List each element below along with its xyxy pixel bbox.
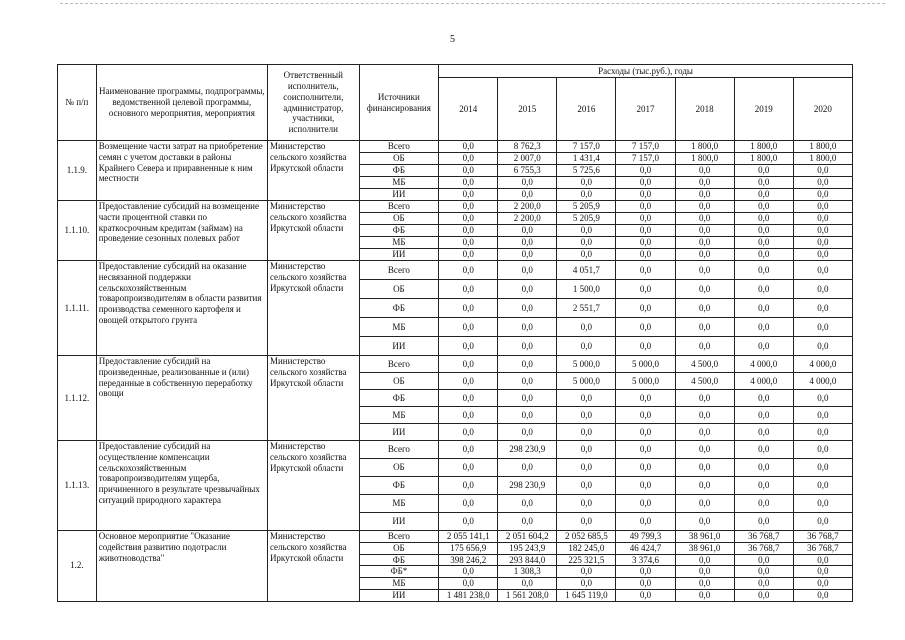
item-number: 1.1.9. xyxy=(58,141,97,201)
funding-source: ИИ xyxy=(359,513,438,531)
expense-value: 0,0 xyxy=(793,407,852,424)
expense-value: 298 230,9 xyxy=(498,441,557,459)
expense-value: 0,0 xyxy=(675,337,734,356)
expense-value: 0,0 xyxy=(675,441,734,459)
expense-value: 2 200,0 xyxy=(498,213,557,225)
expense-value: 2 200,0 xyxy=(498,201,557,213)
expense-value: 0,0 xyxy=(734,495,793,513)
expense-value: 0,0 xyxy=(498,237,557,249)
expense-value: 293 844,0 xyxy=(498,554,557,566)
expense-value: 0,0 xyxy=(439,441,498,459)
expense-value: 0,0 xyxy=(793,566,852,578)
expense-value: 0,0 xyxy=(439,373,498,390)
expense-value: 0,0 xyxy=(616,390,675,407)
expense-value: 0,0 xyxy=(793,318,852,337)
expense-value: 0,0 xyxy=(498,318,557,337)
expense-value: 0,0 xyxy=(616,566,675,578)
header-year: 2015 xyxy=(498,78,557,141)
expense-value: 36 768,7 xyxy=(734,542,793,554)
expense-value: 0,0 xyxy=(439,318,498,337)
header-year: 2020 xyxy=(793,78,852,141)
expense-value: 6 755,3 xyxy=(498,165,557,177)
funding-source: Всего xyxy=(359,441,438,459)
expense-value: 0,0 xyxy=(675,495,734,513)
funding-source: ОБ xyxy=(359,373,438,390)
expense-value: 0,0 xyxy=(675,261,734,280)
expense-value: 0,0 xyxy=(734,337,793,356)
expense-value: 0,0 xyxy=(616,318,675,337)
expense-value: 0,0 xyxy=(793,441,852,459)
expense-value: 0,0 xyxy=(793,299,852,318)
funding-source: ФБ xyxy=(359,165,438,177)
header-year: 2014 xyxy=(439,78,498,141)
header-source: Источники финансирования xyxy=(359,65,438,141)
funding-source: Всего xyxy=(359,141,438,153)
expense-value: 0,0 xyxy=(498,390,557,407)
expense-value: 0,0 xyxy=(439,237,498,249)
expense-value: 0,0 xyxy=(616,261,675,280)
item-executor: Министерство сельского хозяйства Иркутской области xyxy=(267,141,359,201)
expense-value: 182 245,0 xyxy=(557,542,616,554)
funding-source: ИИ xyxy=(359,337,438,356)
table-row xyxy=(58,441,853,459)
funding-source: ИИ xyxy=(359,589,438,601)
expense-value: 0,0 xyxy=(734,299,793,318)
expense-value: 0,0 xyxy=(439,177,498,189)
expense-value: 0,0 xyxy=(734,589,793,601)
expense-value: 0,0 xyxy=(616,441,675,459)
expense-value: 4 500,0 xyxy=(675,356,734,373)
expense-value: 0,0 xyxy=(734,566,793,578)
expense-value: 0,0 xyxy=(616,513,675,531)
expense-value: 0,0 xyxy=(557,578,616,590)
item-name: Основное мероприятие "Оказание содействия развитию подотрасли животноводства" xyxy=(96,531,267,602)
expense-value: 0,0 xyxy=(439,477,498,495)
table-row xyxy=(58,261,853,280)
expense-value: 0,0 xyxy=(734,201,793,213)
expense-value: 0,0 xyxy=(557,441,616,459)
expense-value: 0,0 xyxy=(734,578,793,590)
table-row xyxy=(58,201,853,213)
expense-value: 0,0 xyxy=(439,213,498,225)
expense-value: 0,0 xyxy=(439,249,498,261)
expense-value: 4 000,0 xyxy=(793,356,852,373)
item-executor: Министерство сельского хозяйства Иркутской области xyxy=(267,261,359,356)
expense-value: 0,0 xyxy=(793,513,852,531)
expense-value: 0,0 xyxy=(734,237,793,249)
expense-value: 0,0 xyxy=(439,513,498,531)
funding-source: МБ xyxy=(359,318,438,337)
expense-value: 0,0 xyxy=(439,390,498,407)
expense-value: 1 800,0 xyxy=(675,141,734,153)
expense-value: 195 243,9 xyxy=(498,542,557,554)
expense-value: 0,0 xyxy=(557,566,616,578)
funding-source: ОБ xyxy=(359,280,438,299)
funding-source: Всего xyxy=(359,261,438,280)
expense-value: 49 799,3 xyxy=(616,531,675,543)
item-name: Предоставление субсидий на оказание несвязанной поддержки сельскохозяйственным товаропроизводителям в области развития производства семенного картофеля и овощей открытого грунта xyxy=(96,261,267,356)
expense-value: 0,0 xyxy=(439,407,498,424)
funding-source: ФБ xyxy=(359,225,438,237)
expense-value: 0,0 xyxy=(734,189,793,201)
expense-value: 298 230,9 xyxy=(498,477,557,495)
expense-value: 0,0 xyxy=(439,165,498,177)
expense-value: 0,0 xyxy=(734,177,793,189)
expense-value: 0,0 xyxy=(734,280,793,299)
expense-value: 0,0 xyxy=(439,356,498,373)
expense-value: 0,0 xyxy=(734,513,793,531)
expense-value: 0,0 xyxy=(557,318,616,337)
item-name: Предоставление субсидий на осуществление компенсации сельскохозяйственным товаропроизводителям ущерба, причиненного в результате чрезвычайных ситуаций природного характера xyxy=(96,441,267,531)
expense-value: 0,0 xyxy=(557,177,616,189)
scan-top-line xyxy=(60,3,885,4)
expense-value: 0,0 xyxy=(498,459,557,477)
funding-source: ИИ xyxy=(359,424,438,441)
expense-value: 0,0 xyxy=(793,589,852,601)
funding-source: ФБ xyxy=(359,390,438,407)
funding-source: МБ xyxy=(359,495,438,513)
expense-value: 1 800,0 xyxy=(734,153,793,165)
expense-value: 0,0 xyxy=(793,477,852,495)
expense-value: 0,0 xyxy=(734,225,793,237)
expense-value: 0,0 xyxy=(734,390,793,407)
expense-value: 0,0 xyxy=(734,459,793,477)
expense-value: 0,0 xyxy=(734,249,793,261)
expense-value: 0,0 xyxy=(557,249,616,261)
expense-value: 38 961,0 xyxy=(675,531,734,543)
expense-value: 5 205,9 xyxy=(557,201,616,213)
header-year: 2016 xyxy=(557,78,616,141)
expense-value: 1 561 208,0 xyxy=(498,589,557,601)
expense-value: 1 431,4 xyxy=(557,153,616,165)
page-number: 5 xyxy=(450,34,455,45)
expense-value: 2 551,7 xyxy=(557,299,616,318)
expense-value: 36 768,7 xyxy=(793,531,852,543)
expense-value: 2 007,0 xyxy=(498,153,557,165)
expense-value: 0,0 xyxy=(498,424,557,441)
header-expenses: Расходы (тыс.руб.), годы xyxy=(439,65,853,78)
expense-value: 0,0 xyxy=(557,407,616,424)
expense-value: 0,0 xyxy=(557,189,616,201)
expense-value: 0,0 xyxy=(557,477,616,495)
table-body xyxy=(58,141,853,602)
expense-value: 0,0 xyxy=(498,189,557,201)
expense-value: 0,0 xyxy=(734,477,793,495)
item-name: Предоставление субсидий на возмещение части процентной ставки по краткосрочным кредитам (займам) на проведение сезонных полевых работ xyxy=(96,201,267,261)
expense-value: 0,0 xyxy=(439,201,498,213)
expense-value: 0,0 xyxy=(675,513,734,531)
expense-value: 0,0 xyxy=(675,177,734,189)
expense-value: 0,0 xyxy=(557,495,616,513)
funding-source: Всего xyxy=(359,356,438,373)
funding-source: ОБ xyxy=(359,153,438,165)
expense-value: 0,0 xyxy=(616,225,675,237)
expense-value: 0,0 xyxy=(675,566,734,578)
expenses-table xyxy=(57,64,853,602)
expense-value: 0,0 xyxy=(793,495,852,513)
expense-value: 1 645 119,0 xyxy=(557,589,616,601)
expense-value: 0,0 xyxy=(793,280,852,299)
expense-value: 0,0 xyxy=(793,554,852,566)
expense-value: 0,0 xyxy=(557,513,616,531)
item-executor: Министерство сельского хозяйства Иркутской области xyxy=(267,201,359,261)
expense-value: 4 000,0 xyxy=(734,356,793,373)
expense-value: 0,0 xyxy=(616,299,675,318)
expense-value: 0,0 xyxy=(439,299,498,318)
expense-value: 0,0 xyxy=(439,261,498,280)
expense-value: 4 500,0 xyxy=(675,373,734,390)
funding-source: МБ xyxy=(359,177,438,189)
expense-value: 0,0 xyxy=(793,337,852,356)
expense-value: 5 205,9 xyxy=(557,213,616,225)
item-number: 1.1.13. xyxy=(58,441,97,531)
item-executor: Министерство сельского хозяйства Иркутской области xyxy=(267,356,359,441)
expense-value: 0,0 xyxy=(675,477,734,495)
expense-value: 0,0 xyxy=(616,459,675,477)
expense-value: 0,0 xyxy=(675,459,734,477)
expense-value: 0,0 xyxy=(793,424,852,441)
expense-value: 0,0 xyxy=(498,337,557,356)
expense-value: 0,0 xyxy=(734,213,793,225)
expense-value: 0,0 xyxy=(616,213,675,225)
expense-value: 0,0 xyxy=(793,165,852,177)
expense-value: 0,0 xyxy=(793,390,852,407)
expense-value: 7 157,0 xyxy=(616,153,675,165)
expense-value: 2 051 604,2 xyxy=(498,531,557,543)
expense-value: 0,0 xyxy=(498,261,557,280)
expense-value: 0,0 xyxy=(675,249,734,261)
expense-value: 0,0 xyxy=(498,280,557,299)
expense-value: 0,0 xyxy=(616,237,675,249)
expense-value: 0,0 xyxy=(498,373,557,390)
expense-value: 36 768,7 xyxy=(734,531,793,543)
funding-source: ИИ xyxy=(359,249,438,261)
expense-value: 0,0 xyxy=(498,578,557,590)
expense-value: 5 000,0 xyxy=(616,356,675,373)
expense-value: 8 762,3 xyxy=(498,141,557,153)
expense-value: 0,0 xyxy=(439,337,498,356)
funding-source: МБ xyxy=(359,407,438,424)
expense-value: 0,0 xyxy=(734,424,793,441)
expense-value: 0,0 xyxy=(793,261,852,280)
expense-value: 7 157,0 xyxy=(616,141,675,153)
expense-value: 1 800,0 xyxy=(793,153,852,165)
expense-value: 175 656,9 xyxy=(439,542,498,554)
expense-value: 0,0 xyxy=(616,424,675,441)
expense-value: 5 000,0 xyxy=(557,356,616,373)
expense-value: 0,0 xyxy=(439,141,498,153)
table-header xyxy=(58,65,853,141)
expense-value: 0,0 xyxy=(557,337,616,356)
item-executor: Министерство сельского хозяйства Иркутской области xyxy=(267,531,359,602)
expense-value: 0,0 xyxy=(675,424,734,441)
expense-value: 0,0 xyxy=(439,280,498,299)
expense-value: 0,0 xyxy=(616,578,675,590)
expense-value: 0,0 xyxy=(675,578,734,590)
expense-value: 0,0 xyxy=(616,249,675,261)
item-number: 1.1.10. xyxy=(58,201,97,261)
expense-value: 225 321,5 xyxy=(557,554,616,566)
expense-value: 7 157,0 xyxy=(557,141,616,153)
expense-value: 0,0 xyxy=(616,495,675,513)
expense-value: 0,0 xyxy=(675,237,734,249)
funding-source: Всего xyxy=(359,531,438,543)
expense-value: 0,0 xyxy=(616,177,675,189)
funding-source: МБ xyxy=(359,578,438,590)
expense-value: 1 800,0 xyxy=(675,153,734,165)
expense-value: 0,0 xyxy=(616,589,675,601)
expense-value: 0,0 xyxy=(675,318,734,337)
expense-value: 0,0 xyxy=(557,225,616,237)
expense-value: 0,0 xyxy=(616,165,675,177)
header-year: 2017 xyxy=(616,78,675,141)
expense-value: 0,0 xyxy=(793,459,852,477)
expense-value: 0,0 xyxy=(793,213,852,225)
expense-value: 4 000,0 xyxy=(793,373,852,390)
header-number: № п/п xyxy=(58,65,97,141)
expense-value: 0,0 xyxy=(675,165,734,177)
expense-value: 0,0 xyxy=(498,495,557,513)
funding-source: ФБ xyxy=(359,554,438,566)
expense-value: 0,0 xyxy=(675,390,734,407)
expense-value: 0,0 xyxy=(439,495,498,513)
expense-value: 0,0 xyxy=(498,513,557,531)
expense-value: 0,0 xyxy=(734,261,793,280)
expense-value: 0,0 xyxy=(439,424,498,441)
funding-source: ОБ xyxy=(359,459,438,477)
item-name: Возмещение части затрат на приобретение семян с учетом доставки в районы Крайнего Севера и приравненные к ним местности xyxy=(96,141,267,201)
funding-source: Всего xyxy=(359,201,438,213)
funding-source: МБ xyxy=(359,237,438,249)
funding-source: ФБ* xyxy=(359,566,438,578)
expense-value: 0,0 xyxy=(734,554,793,566)
expense-value: 0,0 xyxy=(793,578,852,590)
funding-source: ФБ xyxy=(359,477,438,495)
expense-value: 0,0 xyxy=(675,589,734,601)
item-executor: Министерство сельского хозяйства Иркутской области xyxy=(267,441,359,531)
expense-value: 0,0 xyxy=(439,459,498,477)
expense-value: 38 961,0 xyxy=(675,542,734,554)
expense-value: 398 246,2 xyxy=(439,554,498,566)
expense-value: 5 725,6 xyxy=(557,165,616,177)
expense-value: 2 052 685,5 xyxy=(557,531,616,543)
expense-value: 1 481 238,0 xyxy=(439,589,498,601)
expense-value: 4 000,0 xyxy=(734,373,793,390)
expense-value: 0,0 xyxy=(439,189,498,201)
expense-value: 0,0 xyxy=(793,201,852,213)
expense-value: 1 800,0 xyxy=(734,141,793,153)
expense-value: 0,0 xyxy=(498,249,557,261)
expense-value: 5 000,0 xyxy=(616,373,675,390)
expense-value: 0,0 xyxy=(439,225,498,237)
expense-value: 0,0 xyxy=(439,566,498,578)
expense-value: 0,0 xyxy=(675,201,734,213)
expense-value: 0,0 xyxy=(616,189,675,201)
expense-value: 4 051,7 xyxy=(557,261,616,280)
expense-value: 0,0 xyxy=(675,189,734,201)
funding-source: ОБ xyxy=(359,213,438,225)
expense-value: 0,0 xyxy=(439,153,498,165)
funding-source: ФБ xyxy=(359,299,438,318)
expense-value: 0,0 xyxy=(616,337,675,356)
expense-value: 46 424,7 xyxy=(616,542,675,554)
expense-value: 0,0 xyxy=(557,390,616,407)
header-name: Наименование программы, подпрограммы, ведомственной целевой программы, основного мероприятия, мероприятия xyxy=(96,65,267,141)
expense-value: 0,0 xyxy=(557,424,616,441)
expense-value: 0,0 xyxy=(793,189,852,201)
expense-value: 0,0 xyxy=(498,407,557,424)
item-number: 1.1.12. xyxy=(58,356,97,441)
expense-value: 0,0 xyxy=(616,407,675,424)
table-row xyxy=(58,531,853,543)
expense-value: 0,0 xyxy=(498,356,557,373)
expense-value: 0,0 xyxy=(793,249,852,261)
expense-value: 0,0 xyxy=(616,201,675,213)
expense-value: 2 055 141,1 xyxy=(439,531,498,543)
expense-value: 0,0 xyxy=(734,318,793,337)
expense-value: 3 374,6 xyxy=(616,554,675,566)
expense-value: 0,0 xyxy=(675,407,734,424)
expense-value: 0,0 xyxy=(793,237,852,249)
expense-value: 0,0 xyxy=(675,225,734,237)
funding-source: ИИ xyxy=(359,189,438,201)
item-number: 1.2. xyxy=(58,531,97,602)
header-executor: Ответственный исполнитель, соисполнители, администратор, участники, исполнители xyxy=(267,65,359,141)
expense-value: 0,0 xyxy=(734,407,793,424)
expense-value: 1 500,0 xyxy=(557,280,616,299)
expense-value: 0,0 xyxy=(734,165,793,177)
expense-value: 0,0 xyxy=(734,441,793,459)
expense-value: 0,0 xyxy=(675,554,734,566)
table-row xyxy=(58,141,853,153)
expense-value: 5 000,0 xyxy=(557,373,616,390)
item-name: Предоставление субсидий на произведенные, реализованные и (или) переданные в собственную переработку овощи xyxy=(96,356,267,441)
expense-value: 0,0 xyxy=(498,299,557,318)
expense-value: 0,0 xyxy=(675,213,734,225)
expense-value: 36 768,7 xyxy=(793,542,852,554)
header-year: 2019 xyxy=(734,78,793,141)
expense-value: 0,0 xyxy=(616,280,675,299)
expense-value: 0,0 xyxy=(675,280,734,299)
table-row xyxy=(58,356,853,373)
expense-value: 0,0 xyxy=(439,578,498,590)
expense-value: 0,0 xyxy=(557,459,616,477)
expense-value: 0,0 xyxy=(793,177,852,189)
expense-value: 1 800,0 xyxy=(793,141,852,153)
expense-value: 0,0 xyxy=(557,237,616,249)
expense-value: 0,0 xyxy=(498,177,557,189)
expense-value: 0,0 xyxy=(498,225,557,237)
funding-source: ОБ xyxy=(359,542,438,554)
expense-value: 0,0 xyxy=(793,225,852,237)
expense-value: 0,0 xyxy=(616,477,675,495)
expense-value: 0,0 xyxy=(675,299,734,318)
expense-value: 1 308,3 xyxy=(498,566,557,578)
item-number: 1.1.11. xyxy=(58,261,97,356)
header-year: 2018 xyxy=(675,78,734,141)
